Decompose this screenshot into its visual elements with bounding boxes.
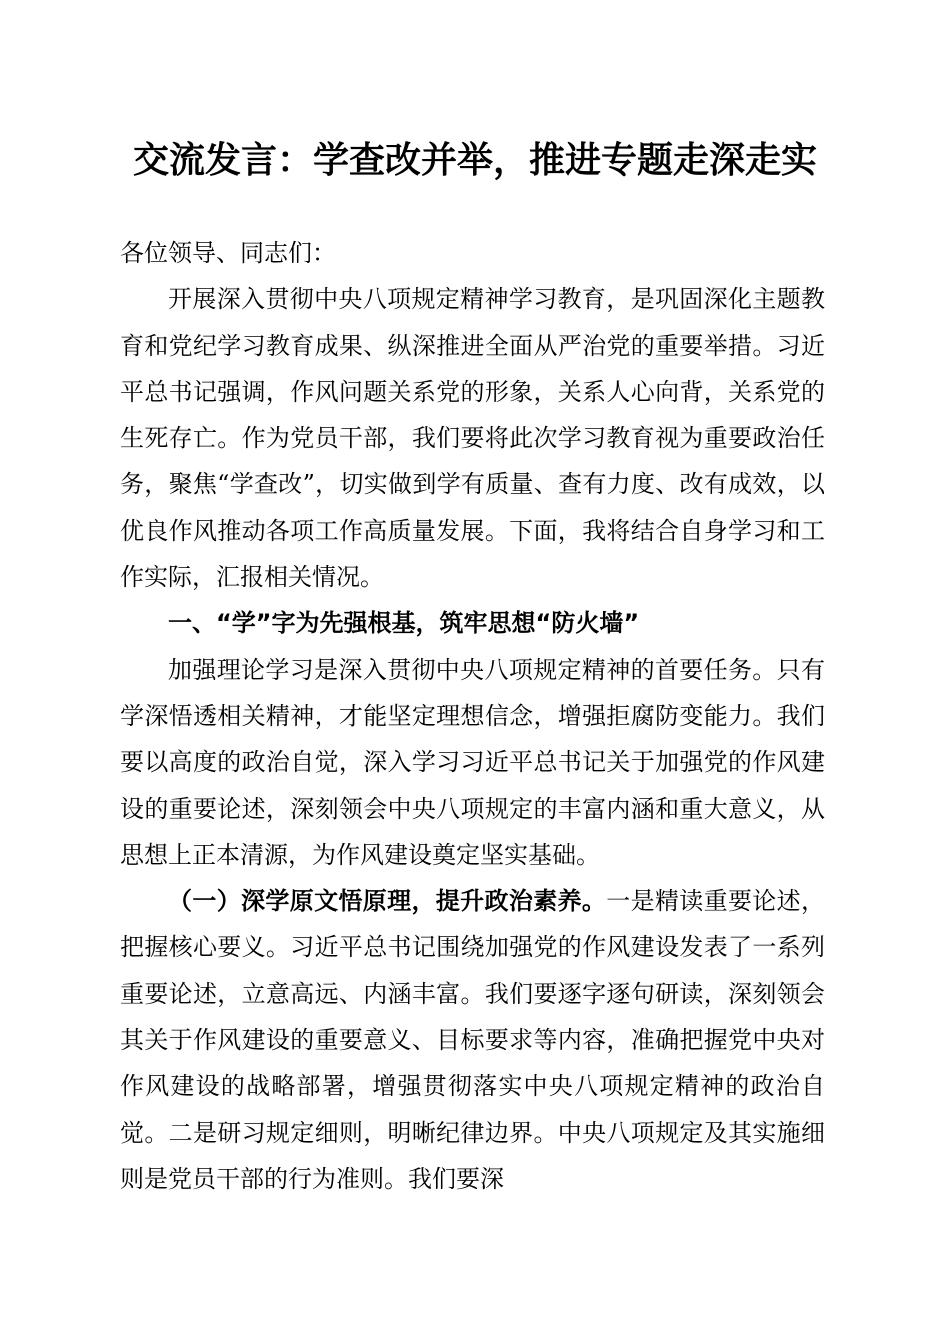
- salutation: 各位领导、同志们：: [120, 239, 336, 267]
- page-title: 交流发言：学查改并举，推进专题走深走实: [132, 139, 817, 181]
- subsection-heading: （一）深学原文悟原理，提升政治素养。: [168, 886, 607, 916]
- subsection-text: 一是精读重要论述，把握核心要义。习近平总书记围绕加强党的作风建设发表了一系列重要论述，立意高远、内涵丰富。我们要逐字逐句研读，深刻领会其关于作风建设的重要意义、目标要求等内容，准确把握党中央对作风建设的战略部署，增强贯彻落实中央八项规定精神的政治自觉。二是研习规定细则，明晰纪律边界。中央八项规定及其实施细则是党员干部的行为准则。我们要深: [120, 887, 826, 1193]
- section-heading: 一、“学”字为先强根基，筑牢思想“防火墙”: [168, 609, 640, 638]
- document-body: [120, 230, 825, 1202]
- subsection-paragraph: [120, 878, 825, 1202]
- section-paragraph: 加强理论学习是深入贯彻中央八项规定精神的首要任务。只有学深悟透相关精神，才能坚定理想信念，增强拒腐防变能力。我们要以高度的政治自觉，深入学习习近平总书记关于加强党的作风建设的重要论述，深刻领会中央八项规定的丰富内涵和重大意义，从思想上正本清源，为作风建设奠定坚实基础。: [120, 655, 825, 869]
- intro-paragraph: 开展深入贯彻中央八项规定精神学习教育，是巩固深化主题教育和党纪学习教育成果、纵深推进全面从严治党的重要举措。习近平总书记强调，作风问题关系党的形象，关系人心向背，关系党的生死存亡。作为党员干部，我们要将此次学习教育视为重要政治任务，聚焦“学查改”，切实做到学有质量、查有力度、改有成效，以优良作风推动各项工作高质量发展。下面，我将结合自身学习和工作实际，汇报相关情况。: [120, 285, 825, 592]
